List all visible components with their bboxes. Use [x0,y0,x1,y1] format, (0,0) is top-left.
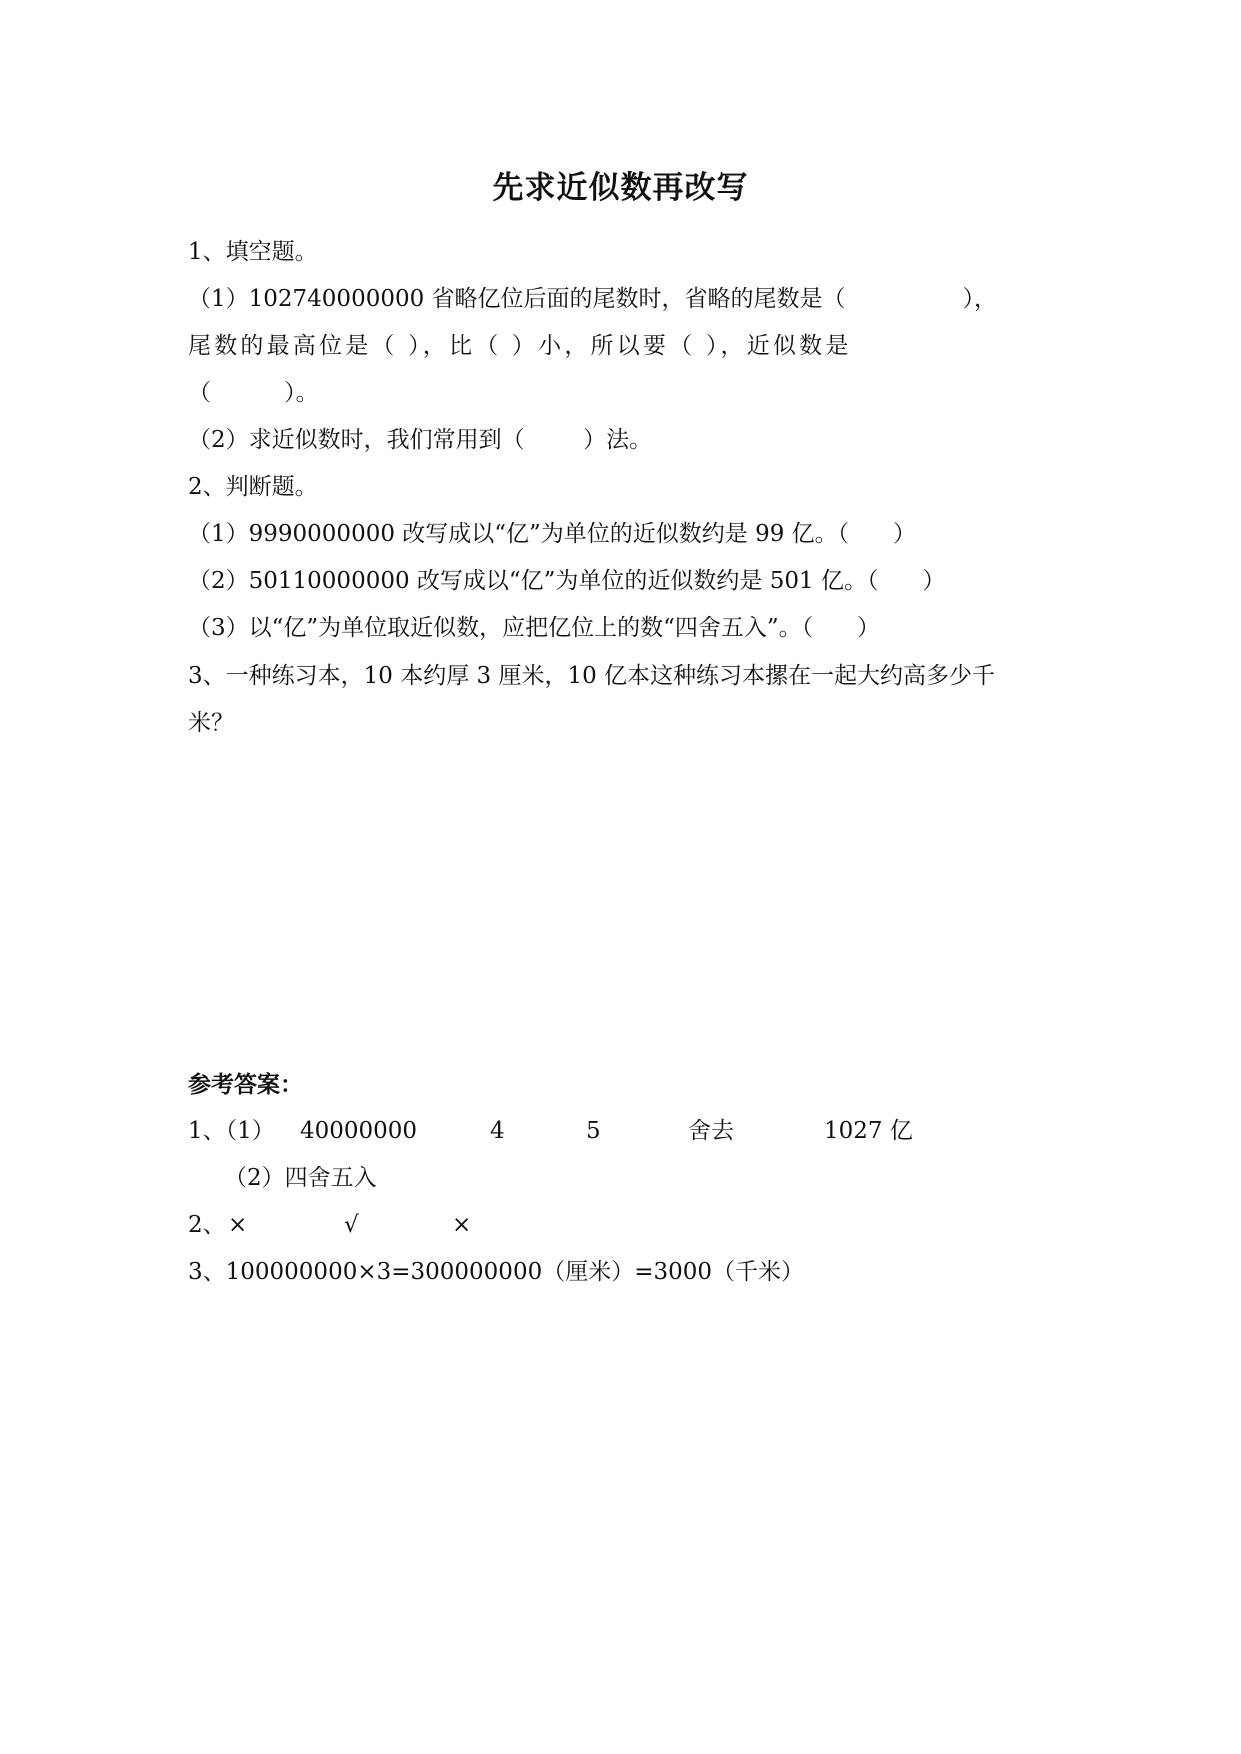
q3-line1: 3、一种练习本，10 本约厚 3 厘米，10 亿本这种练习本摞在一起大约高多少千 [188,663,996,689]
answer-2-value-2: √ [344,1212,359,1238]
answer-1-part2: （2）四舍五入 [224,1165,377,1191]
page-title: 先求近似数再改写 [492,170,749,206]
answer-1-value-3: 5 [586,1118,601,1144]
answer-1-value-1: 40000000 [300,1118,418,1144]
q2-item-2: （2）50110000000 改写成以“亿”为单位的近似数约是 501 亿。（ ） [188,568,946,594]
q1-part1-line1: （1）102740000000 省略亿位后面的尾数时，省略的尾数是（ ）， [188,286,998,312]
answer-1-value-5: 1027 亿 [824,1118,913,1144]
answer-2-value-1: × [228,1212,248,1238]
q3-line2: 米？ [188,710,234,736]
q1-heading: 1、填空题。 [188,239,318,265]
q1-part1-line3: （ ）。 [188,380,319,406]
answer-2-prefix: 2、 [188,1212,226,1238]
q2-item-1: （1）9990000000 改写成以“亿”为单位的近似数约是 99 亿。（ ） [188,521,917,547]
q2-item-3: （3）以“亿”为单位取近似数，应把亿位上的数“四舍五入”。（ ） [188,615,881,641]
answer-1-value-4: 舍去 [688,1118,734,1144]
q2-heading: 2、判断题。 [188,474,318,500]
q1-part1-line2-text: 尾数的最高位是（ ），比（ ）小，所以要（ ），近似数是 [188,333,852,359]
answers-heading: 参考答案： [188,1071,303,1098]
answer-1-prefix: 1、（1） [188,1118,275,1144]
q1-part2: （2）求近似数时，我们常用到（ ）法。 [188,427,653,453]
answer-3: 3、100000000×3=300000000（厘米）=3000（千米） [188,1259,805,1285]
q1-part1-line2 [188,331,1056,361]
answer-1-value-2: 4 [490,1118,505,1144]
answer-2-value-3: × [452,1212,472,1238]
